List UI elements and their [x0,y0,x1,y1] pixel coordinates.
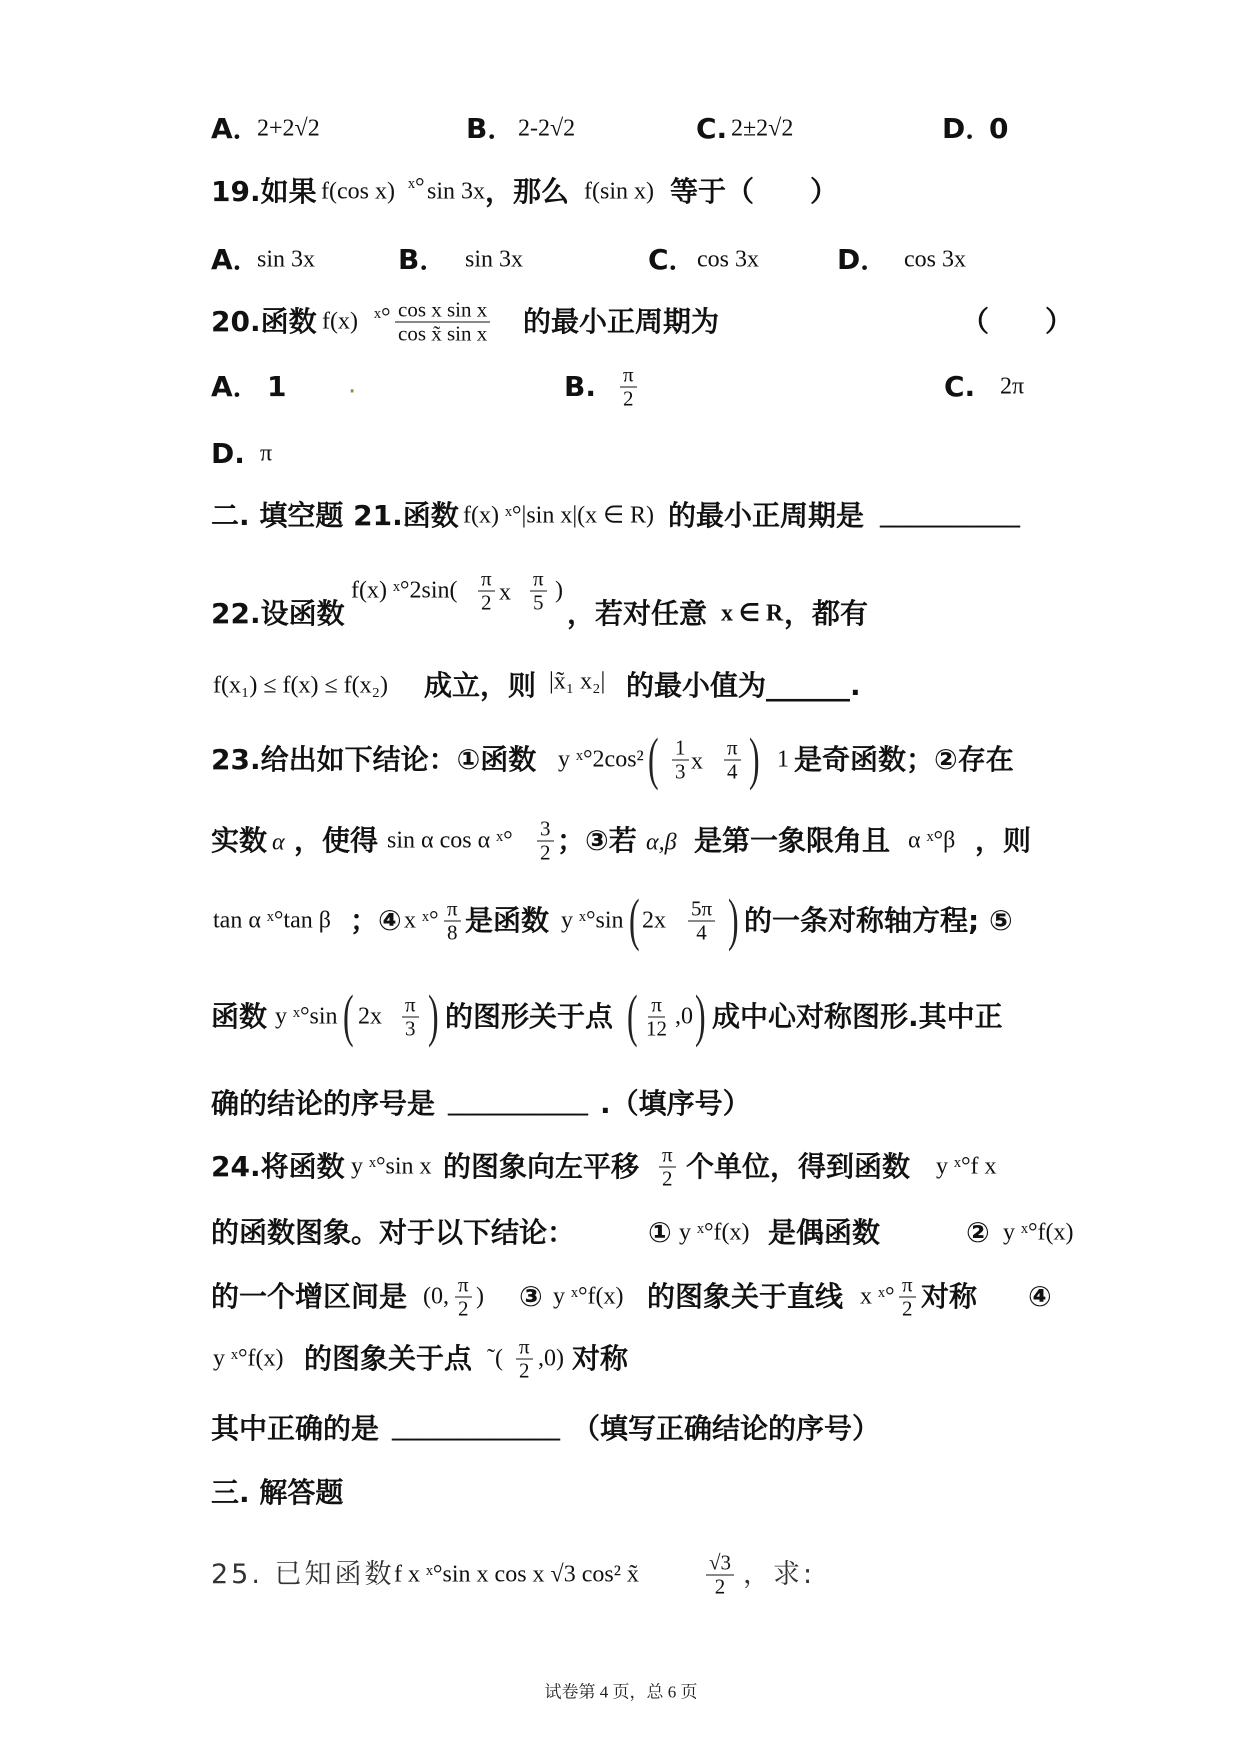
q24-fraction-3 [899,1274,916,1321]
q24-text-4b: 对称 [572,1342,629,1376]
q23-text-5a: 确的结论的序号是 [211,1087,436,1121]
q23-fraction-2 [724,737,741,784]
q23-formula-4: tan α ˣ°tan β [213,907,331,934]
q20-option-c-value: 2π [1000,373,1025,400]
q19-option-a-label: A． [211,243,261,277]
q22-fraction-2-numerator: π [530,568,547,592]
q23-text-3b: 是函数 [465,904,550,938]
q24-point-open: ˜( [487,1345,503,1372]
q22-inequality: f(x₁) ≤ f(x) ≤ f(x₂) [213,672,389,699]
q24-formula-4: y ˣ°f(x) [1003,1219,1074,1246]
q24-text-2b: 是偶函数 [768,1216,881,1250]
q21-section-stem: 二. 填空题 21.函数 [211,499,459,533]
q21-answer-blank: __________ [880,495,1020,529]
q23-right-paren-2: ) [728,886,739,952]
q20-option-c-label: C. [944,370,976,404]
q24-text-2: 个单位，得到函数 [686,1150,911,1184]
q19-option-c-value: cos 3x [697,246,759,273]
q24-stem: 24.将函数 [211,1150,345,1184]
q23-right-paren: ) [749,725,760,791]
q24-text-4a: 的图象关于点 [304,1342,473,1376]
q24-fraction-1-denominator: 2 [662,1166,673,1191]
q19-stem: 19.如果 [211,175,317,209]
q18-option-d-value: 0 [989,112,1009,146]
q24-text-5b: （填写正确结论的序号） [572,1412,881,1446]
q19-option-b-value: sin 3x [465,246,524,273]
q25-fraction-numerator: √3 [706,1552,734,1576]
q21-text-tail: 的最小正周期是 [668,499,865,533]
q24-text-5a: 其中正确的是 [211,1412,380,1446]
q23-text-1: 是奇函数；②存在 [794,743,1014,777]
q23-constant-1: 1 [777,746,789,773]
q22-fraction-1-denominator: 2 [481,590,492,615]
q23-alpha: α [272,829,285,856]
q18-option-a-value: 2+2√2 [257,115,320,142]
q20-option-a-label: A． [211,370,261,404]
q20-option-d-value: π [260,440,273,467]
q23-formula-1: y ˣ°2cos² [558,746,644,773]
q24-formula-1: y ˣ°sin x [351,1153,432,1180]
q23-formula-3: α ˣ°β [908,827,956,854]
q20-text-tail: 的最小正周期为 [523,305,720,339]
q24-text-3a: 的一个增区间是 [211,1280,408,1314]
q22-fraction-1 [478,568,495,615]
q23-right-paren-4: ) [695,982,706,1048]
q23-fraction-5 [444,898,461,945]
q22-variable-x: x [499,579,511,606]
q23-answer-blank: __________ [448,1083,588,1117]
q23-fraction-7-numerator: π [402,994,419,1018]
q24-formula-2: y ˣ°f x [936,1153,997,1180]
q20-denominator: cos x̃ sin x [398,321,488,346]
q24-text-1: 的图象向左平移 [443,1150,640,1184]
q25-fraction-denominator: 2 [714,1574,726,1599]
q23-fraction-5-numerator: π [444,898,461,922]
q22-text-mid: ，若对任意 [567,597,708,631]
q24-fraction-4 [516,1336,533,1383]
q24-interval-open: (0, [423,1283,449,1310]
q23-formula-7: y ˣ°sin [275,1003,338,1030]
q22-fraction-2 [530,568,547,615]
q24-text-2a: 的函数图象。对于以下结论： [211,1216,576,1250]
q23-fraction-1 [672,737,689,784]
q22-text-mid2: 成立，则 [424,669,537,703]
q20-option-d-label: D. [211,437,245,471]
q24-formula-3: y ˣ°f(x) [679,1219,750,1246]
q18-option-d-label: D． [942,112,994,146]
q19-formula-lhs: f(cos x) [321,178,395,205]
q19-option-c-label: C． [648,243,697,277]
q23-fraction-8-denominator: 12 [646,1016,667,1041]
q23-formula-2: sin α cos α ˣ° [387,827,513,854]
q20-stem: 20.函数 [211,305,317,339]
q23-fraction-2-denominator: 4 [727,759,738,784]
q23-fraction-6 [688,898,715,945]
q19-option-a-value: sin 3x [257,246,316,273]
q19-option-d-label: D． [837,243,889,277]
q20-option-b-label: B. [564,370,596,404]
q23-stem: 23.给出如下结论：①函数 [211,743,537,777]
q22-fraction-2-denominator: 5 [533,590,544,615]
q20-option-b-denominator: 2 [620,387,637,411]
q23-fraction-5-denominator: 8 [447,920,458,945]
q23-fraction-2-numerator: π [724,737,741,761]
q20-function: f(x) [322,308,358,335]
q23-text-2d: 是第一象限角且 [694,824,891,858]
q23-text-5b: .（填序号） [600,1087,751,1121]
q23-fraction-8 [643,994,670,1041]
q23-text-4a: 函数 [211,1000,268,1034]
q24-conclusion-4-marker: ④ [1028,1280,1052,1314]
q23-formula-5: x ˣ° [404,907,439,934]
q24-conclusion-1-marker: ① [648,1216,672,1250]
q23-fraction-6-denominator: 4 [696,920,707,945]
q19-equals-glyph: ˣ° [408,174,425,201]
q20-stray-dot: . [348,369,357,400]
q22-condition: x ∈ R [721,600,784,627]
q19-text-mid: ，那么 [485,175,570,209]
q20-equals-glyph: ˣ° [374,304,391,331]
q23-left-paren-4: ( [627,982,638,1048]
q24-formula-5: y ˣ°f(x) [553,1283,624,1310]
q18-option-b-label: B． [466,112,516,146]
q23-fraction-7-denominator: 3 [405,1016,416,1041]
q23-fraction-1-denominator: 3 [675,759,686,784]
q23-fraction-8-numerator: π [648,994,665,1018]
q22-close-paren: ) [555,577,563,604]
q22-stem: 22.设函数 [211,597,345,631]
q23-fraction-1-numerator: 1 [672,737,689,761]
q24-formula-7: y ˣ°f(x) [213,1345,284,1372]
q23-fraction-3-denominator: 2 [540,840,551,865]
q25-stem: 25. 已知函数 [211,1558,395,1590]
q19-formula-ask: f(sin x) [584,178,654,205]
q24-answer-blank: ____________ [392,1408,560,1442]
page-footer: 试卷第 4 页，总 6 页 [544,1682,698,1702]
q20-fraction [395,299,490,346]
q23-formula-7-arg: 2x [358,1003,382,1030]
q23-text-3c: 的一条对称轴方程; ⑤ [744,904,1013,938]
q24-fraction-2 [455,1274,472,1321]
q22-text-tail2: 的最小值为______. [626,669,861,703]
q25-fraction [706,1552,734,1599]
q22-abs-expression: |x̃₁ x₂| [549,668,606,695]
q18-option-c-value: 2±2√2 [731,115,794,142]
q24-conclusion-3-marker: ③ [519,1280,543,1314]
q23-fraction-3-numerator: 3 [537,818,554,842]
q20-answer-paren: （ ） [961,305,1074,339]
q24-conclusion-2-marker: ② [966,1216,990,1250]
q22-formula-head: f(x) ˣ°2sin( [351,577,458,604]
q20-option-b-numerator: π [623,362,634,387]
q19-option-d-value: cos 3x [904,246,966,273]
q24-fraction-4-numerator: π [516,1336,533,1360]
q23-formula-6: y ˣ°sin [561,907,624,934]
q20-option-b-fraction [620,364,637,411]
q24-fraction-2-numerator: π [455,1274,472,1298]
q18-option-c-label: C. [696,112,728,146]
q23-left-paren-3: ( [343,982,354,1048]
q24-point-close: ,0) [538,1345,564,1372]
q23-variable-x: x [691,748,703,775]
q24-fraction-3-denominator: 2 [902,1296,913,1321]
q23-alpha-beta: α,β [646,829,677,856]
q24-text-3c: 对称 [921,1280,978,1314]
q19-option-b-label: B． [398,243,448,277]
q25-text-tail: ，求: [743,1558,816,1590]
q20-option-a-value: 1 [267,370,287,404]
q23-text-2c: ；③若 [557,824,637,858]
q24-formula-6: x ˣ° [860,1283,895,1310]
q23-left-paren-2: ( [629,886,640,952]
section-three-heading: 三. 解答题 [211,1476,344,1510]
q22-fraction-1-numerator: π [478,568,495,592]
q23-right-paren-3: ) [428,982,439,1048]
q21-formula: f(x) ˣ°|sin x|(x ∈ R) [463,502,655,529]
q23-left-paren: ( [648,725,659,791]
q23-fraction-3 [537,818,554,865]
q20-numerator: cos x sin x [395,299,490,323]
q24-fraction-2-denominator: 2 [458,1296,469,1321]
q23-text-4b: 的图形关于点 [445,1000,614,1034]
q18-option-b-value: 2-2√2 [518,115,576,142]
q19-formula-rhs: sin 3x [427,178,486,205]
q23-text-2a: 实数 [211,824,268,858]
q25-formula: f x ˣ°sin x cos x √3 cos² x̃ [394,1561,639,1588]
q23-fraction-7 [402,994,419,1041]
q24-fraction-4-denominator: 2 [519,1358,530,1383]
q24-fraction-1 [659,1144,676,1191]
q22-text-tail: ，都有 [784,597,869,631]
q19-text-tail: 等于（ ） [670,175,839,209]
q24-interval-close: ) [476,1283,484,1310]
q24-text-3b: 的图象关于直线 [647,1280,844,1314]
q23-text-2e: ，则 [975,824,1032,858]
q24-fraction-1-numerator: π [659,1144,676,1168]
q23-point-coordinate: ,0 [675,1003,693,1030]
q23-text-3a: ；④ [350,904,402,938]
q18-option-a-label: A． [211,112,261,146]
q23-text-2b: ，使得 [294,824,379,858]
q23-fraction-6-numerator: 5π [688,898,715,922]
q24-fraction-3-numerator: π [899,1274,916,1298]
q23-text-4c: 成中心对称图形.其中正 [712,1000,1003,1034]
q23-formula-6-arg: 2x [642,907,666,934]
